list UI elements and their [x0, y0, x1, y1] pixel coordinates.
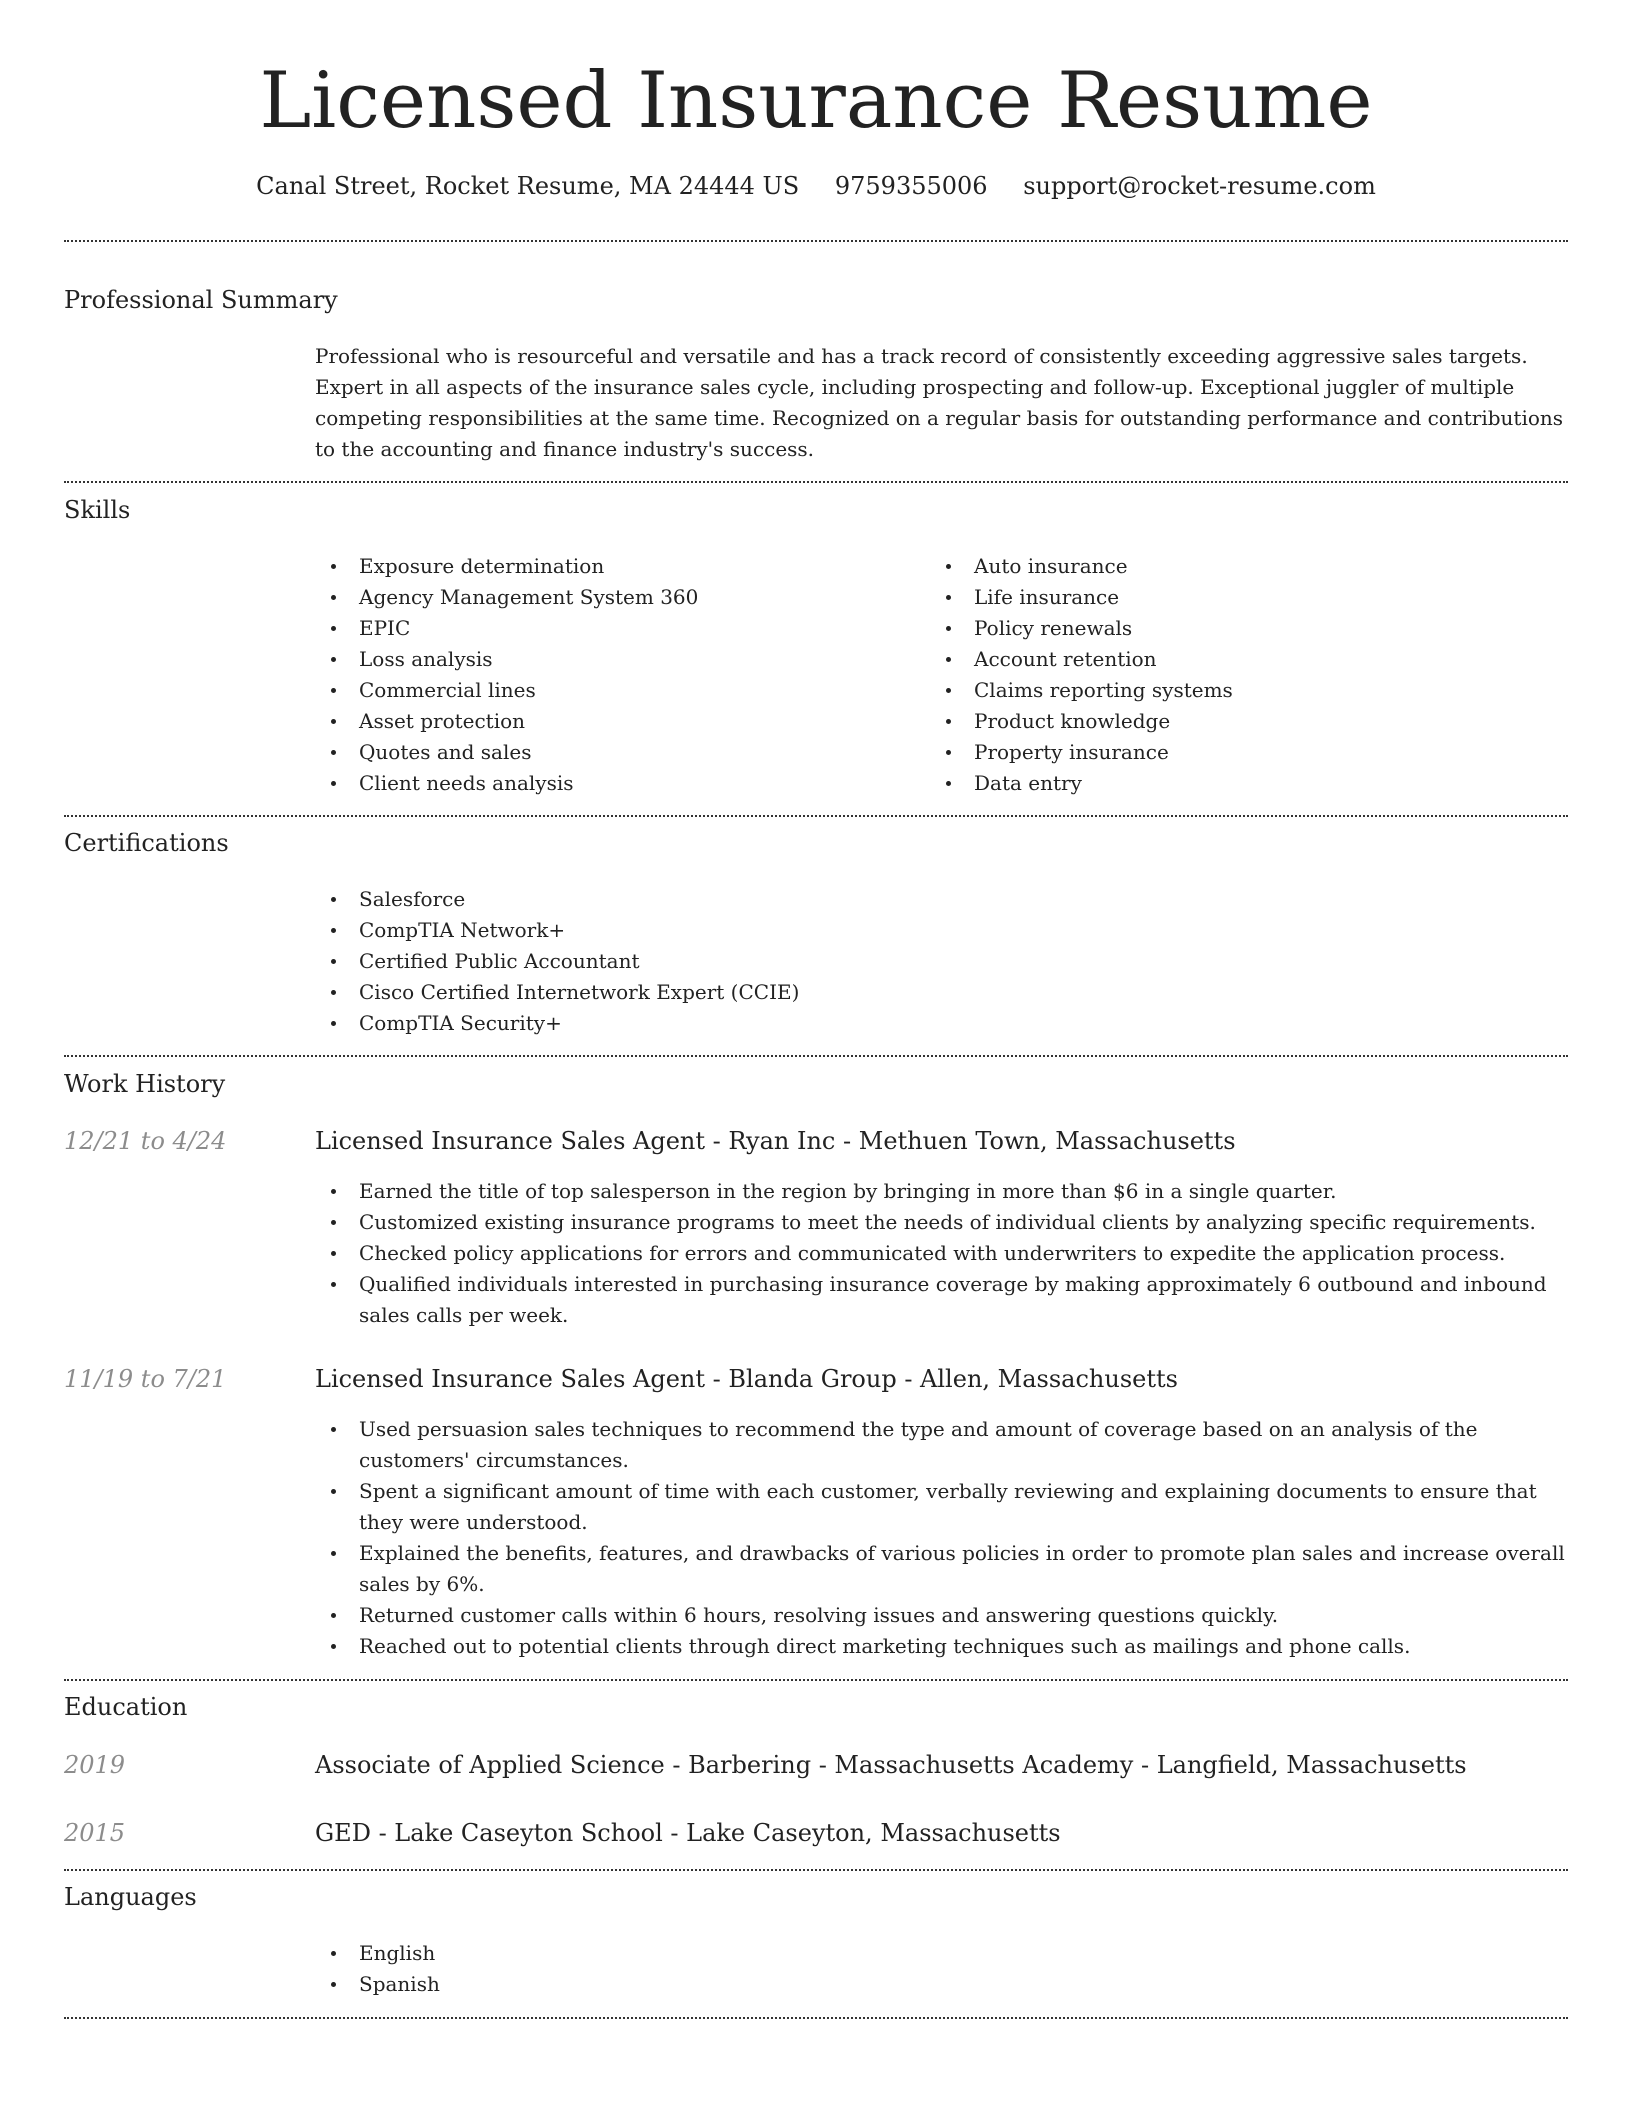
language-item: English [315, 1938, 915, 1969]
skill-item: Quotes and sales [315, 737, 915, 768]
skill-item: Data entry [930, 768, 1550, 799]
contact-phone: 9759355006 [834, 172, 988, 200]
divider [64, 240, 1568, 242]
summary-text: Professional who is resourceful and versatile and has a track record of consistently exceeding aggressive sales targets. Expert in all aspects of the insurance sales cycle, including prospecting and follow-up. Exceptional juggler of multiple competing responsibilities at the same time. Recognized on a regular basis for outstanding performance and contributions to the accounting and finance industry's success. [315, 344, 1564, 461]
skill-item: Loss analysis [315, 644, 915, 675]
job-bullet: Used persuasion sales techniques to recommend the type and amount of coverage based on an analysis of the customers' circumstances. [315, 1414, 1570, 1476]
skill-item: Commercial lines [315, 675, 915, 706]
skill-item: EPIC [315, 613, 915, 644]
certification-item: CompTIA Security+ [315, 1008, 1565, 1039]
divider [64, 1869, 1568, 1871]
certifications-list [315, 884, 1565, 1039]
certification-item: CompTIA Network+ [315, 915, 1565, 946]
skill-item: Claims reporting systems [930, 675, 1550, 706]
job-title: Licensed Insurance Sales Agent - Ryan Inc - Methuen Town, Massachusetts [315, 1127, 1236, 1155]
skill-item: Account retention [930, 644, 1550, 675]
education-year: 2019 [64, 1751, 126, 1779]
job-bullets [315, 1414, 1570, 1662]
skills-list-right [930, 551, 1550, 799]
education-year: 2015 [64, 1819, 126, 1847]
job-bullets [315, 1176, 1570, 1331]
skill-item: Property insurance [930, 737, 1550, 768]
job-dates: 11/19 to 7/21 [64, 1365, 227, 1393]
resume-title: Licensed Insurance Resume [259, 56, 1373, 146]
divider [64, 815, 1568, 817]
section-heading-languages: Languages [64, 1883, 197, 1911]
certification-item: Certified Public Accountant [315, 946, 1565, 977]
skill-item: Asset protection [315, 706, 915, 737]
divider [64, 1055, 1568, 1057]
skill-item: Client needs analysis [315, 768, 915, 799]
section-heading-work-history: Work History [64, 1070, 226, 1098]
skills-list-left [315, 551, 915, 799]
contact-address: Canal Street, Rocket Resume, MA 24444 US [256, 172, 800, 200]
job-bullet: Explained the benefits, features, and drawbacks of various policies in order to promote plan sales and increase overall sales by 6%. [315, 1538, 1570, 1600]
languages-list [315, 1938, 915, 2000]
job-bullet: Checked policy applications for errors and communicated with underwriters to expedite the application process. [315, 1238, 1570, 1269]
contact-line [0, 169, 1632, 203]
job-dates: 12/21 to 4/24 [64, 1127, 227, 1155]
education-entry: Associate of Applied Science - Barbering - Massachusetts Academy - Langfield, Massachusetts [315, 1751, 1467, 1779]
job-bullet: Customized existing insurance programs to meet the needs of individual clients by analyzing specific requirements. [315, 1207, 1570, 1238]
section-heading-skills: Skills [64, 496, 131, 524]
certification-item: Cisco Certified Internetwork Expert (CCIE) [315, 977, 1565, 1008]
skill-item: Agency Management System 360 [315, 582, 915, 613]
job-bullet: Returned customer calls within 6 hours, resolving issues and answering questions quickly. [315, 1600, 1570, 1631]
section-heading-education: Education [64, 1693, 188, 1721]
divider [64, 2017, 1568, 2019]
skill-item: Auto insurance [930, 551, 1550, 582]
job-bullet: Spent a significant amount of time with each customer, verbally reviewing and explaining documents to ensure that they were understood. [315, 1476, 1570, 1538]
contact-email: support@rocket-resume.com [1023, 172, 1376, 200]
section-heading-certifications: Certifications [64, 829, 229, 857]
job-bullet: Earned the title of top salesperson in the region by bringing in more than $6 in a single quarter. [315, 1176, 1570, 1207]
divider [64, 1679, 1568, 1681]
job-bullet: Reached out to potential clients through direct marketing techniques such as mailings and phone calls. [315, 1631, 1570, 1662]
divider [64, 481, 1568, 483]
education-entry: GED - Lake Caseyton School - Lake Caseyton, Massachusetts [315, 1819, 1061, 1847]
language-item: Spanish [315, 1969, 915, 2000]
section-heading-summary: Professional Summary [64, 286, 338, 314]
skill-item: Product knowledge [930, 706, 1550, 737]
skill-item: Exposure determination [315, 551, 915, 582]
skill-item: Life insurance [930, 582, 1550, 613]
certification-item: Salesforce [315, 884, 1565, 915]
job-bullet: Qualified individuals interested in purchasing insurance coverage by making approximately 6 outbound and inbound sales calls per week. [315, 1269, 1570, 1331]
skill-item: Policy renewals [930, 613, 1550, 644]
job-title: Licensed Insurance Sales Agent - Blanda Group - Allen, Massachusetts [315, 1365, 1178, 1393]
